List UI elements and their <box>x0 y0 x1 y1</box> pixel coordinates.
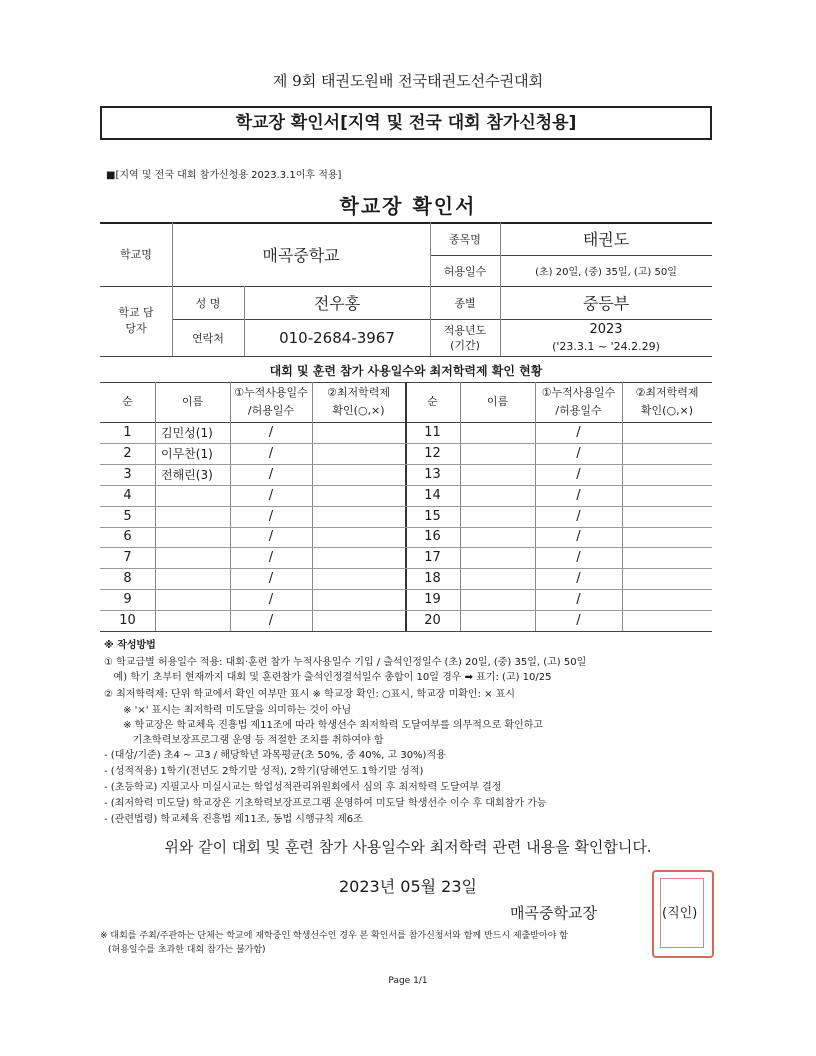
row-grade <box>622 443 712 464</box>
row-name <box>466 547 535 568</box>
row-number: 3 <box>123 466 132 482</box>
row-separator <box>100 610 405 611</box>
category-label: 종별 <box>454 296 476 310</box>
row-grade <box>312 422 405 443</box>
row-grade <box>312 443 405 464</box>
header-days-sub: /허용일수 <box>247 404 295 417</box>
row-days: / <box>268 487 274 503</box>
row-name: 전해린(3) <box>161 467 213 482</box>
row-number: 4 <box>123 487 132 503</box>
document-banner: 학교장 확인서[지역 및 전국 대회 참가신청용] <box>100 106 712 140</box>
row-name <box>161 610 230 631</box>
row-days: / <box>576 571 581 587</box>
row-number: 7 <box>123 550 132 566</box>
row-days: / <box>268 445 274 461</box>
allowed-days-value: (초) 20일, (중) 35일, (고) 50일 <box>535 267 677 278</box>
row-days: / <box>576 613 581 629</box>
row-grade <box>622 485 712 506</box>
row-name: 이무찬(1) <box>161 446 213 461</box>
row-grade <box>312 547 405 568</box>
header-grade: ②최저학력제 <box>327 386 390 399</box>
footer-note-sub: (허용일수를 초과한 대회 참가는 불가함) <box>108 945 266 955</box>
row-separator <box>405 506 712 507</box>
row-number: 19 <box>424 592 441 608</box>
instruction-line: ※ 학교장은 학교체육 진흥법 제11조에 따라 학생선수 최저학력 도달여부를 의무적으로 확인하고 <box>104 720 544 731</box>
instruction-line: ※ '×' 표시는 최저학력 미도달을 의미하는 것이 아님 <box>104 705 352 716</box>
instruction-line: 기초학력보장프로그램 운영 등 적절한 조치를 취하여야 함 <box>104 735 384 746</box>
row-days: / <box>576 508 581 524</box>
row-grade <box>312 589 405 610</box>
row-days: / <box>268 550 274 566</box>
category-value: 중등부 <box>582 294 630 313</box>
row-grade <box>312 506 405 527</box>
row-grade <box>622 610 712 631</box>
row-separator <box>100 568 405 569</box>
row-separator <box>405 589 712 590</box>
header-no: 순 <box>427 395 438 408</box>
row-number: 16 <box>424 529 441 545</box>
row-days: / <box>576 424 581 440</box>
row-number: 11 <box>424 424 441 440</box>
principal-name: 매곡중학교장 <box>510 904 597 922</box>
row-grade <box>622 464 712 485</box>
period-value: ('23.3.1 ~ '24.2.29) <box>552 339 660 353</box>
row-grade <box>622 506 712 527</box>
row-days: / <box>576 466 581 482</box>
row-grade <box>622 547 712 568</box>
row-separator <box>100 485 405 486</box>
row-number: 14 <box>424 487 441 503</box>
row-grade <box>312 485 405 506</box>
section-title: 대회 및 훈련 참가 사용일수와 최저학력제 확인 현황 <box>269 363 543 378</box>
form-note: ■[지역 및 전국 대회 참가신청용 2023.3.1이후 적용] <box>106 170 342 181</box>
row-number: 6 <box>123 529 132 545</box>
row-name <box>466 485 535 506</box>
row-days: / <box>268 529 274 545</box>
event-title: 제 9회 태권도원배 전국태권도선수권대회 <box>272 72 544 90</box>
header-name: 이름 <box>181 395 204 408</box>
header-name: 이름 <box>486 395 509 408</box>
manager-label: 학교 담당자 <box>118 306 154 335</box>
row-days: / <box>576 592 581 608</box>
row-grade <box>622 422 712 443</box>
row-name <box>161 589 230 610</box>
issue-date: 2023년 05월 23일 <box>339 877 477 896</box>
row-separator <box>100 547 405 548</box>
row-name <box>466 568 535 589</box>
instruction-line: - (성적적용) 1학기(전년도 2학기말 성적), 2학기(당해연도 1학기말 성적) <box>104 766 424 777</box>
instruction-line: - (대상/기준) 초4 ~ 고3 / 해당학년 과목평균(초 50%, 중 40%, 고 30%)적용 <box>104 750 446 761</box>
instruction-line: 예) 학기 초부터 현재까지 대회 및 훈련참가 출석인정결석일수 총합이 10일 경우 ➡ 표기: (고) 10/25 <box>104 672 552 683</box>
row-number: 18 <box>424 571 441 587</box>
row-days: / <box>576 550 581 566</box>
year-value: 2023 <box>589 321 623 337</box>
row-name <box>161 506 230 527</box>
row-number: 17 <box>424 550 441 566</box>
row-grade <box>312 527 405 548</box>
row-name <box>466 422 535 443</box>
row-separator <box>100 443 405 444</box>
row-number: 13 <box>424 466 441 482</box>
row-days: / <box>576 487 581 503</box>
row-name <box>466 589 535 610</box>
row-name <box>466 610 535 631</box>
row-number: 9 <box>123 592 132 608</box>
school-label: 학교명 <box>120 248 152 261</box>
row-grade <box>312 568 405 589</box>
row-grade <box>312 464 405 485</box>
instruction-line: - (관련법령) 학교체육 진흥법 제11조, 동법 시행규칙 제6조 <box>104 814 363 825</box>
row-name <box>161 527 230 548</box>
row-number: 10 <box>119 613 136 629</box>
row-name <box>466 443 535 464</box>
row-days: / <box>268 424 274 440</box>
sport-label: 종목명 <box>449 232 481 246</box>
row-days: / <box>576 529 581 545</box>
seal-label: (직인) <box>662 906 698 921</box>
row-number: 2 <box>123 445 132 461</box>
row-separator <box>405 464 712 465</box>
row-days: / <box>268 592 274 608</box>
row-separator <box>405 547 712 548</box>
row-days: / <box>268 613 274 629</box>
instruction-line: - (최저학력 미도달) 학교장은 기초학력보장프로그램 운영하여 미도달 학생선수 이수 후 대회참가 가능 <box>104 798 547 809</box>
page-number: Page 1/1 <box>388 976 428 986</box>
header-grade: ②최저학력제 <box>635 386 699 399</box>
row-separator <box>405 485 712 486</box>
contact-value: 010-2684-3967 <box>279 328 395 347</box>
row-grade <box>622 527 712 548</box>
row-days: / <box>268 466 274 482</box>
row-separator <box>405 610 712 611</box>
row-name <box>466 464 535 485</box>
row-number: 8 <box>123 571 132 587</box>
row-separator <box>100 589 405 590</box>
row-name <box>161 547 230 568</box>
allowed-days-label: 허용일수 <box>443 264 487 278</box>
form-title: 학교장 확인서 <box>339 194 477 218</box>
row-separator <box>100 464 405 465</box>
instruction-line: ② 최저학력제: 단위 학교에서 확인 여부만 표시 ※ 학교장 확인: ○표시, 학교장 미확인: × 표시 <box>104 689 516 700</box>
header-grade-sub: 확인(○,×) <box>332 404 385 417</box>
instruction-line: ※ 작성방법 <box>104 640 156 651</box>
contact-label: 연락처 <box>192 331 224 345</box>
row-grade <box>622 568 712 589</box>
instruction-line: - (초등학교) 지필고사 미실시교는 학업성적관리위원회에서 심의 후 최저학력 도달여부 결정 <box>104 782 502 793</box>
name-label: 성 명 <box>195 296 221 310</box>
row-number: 15 <box>424 508 441 524</box>
row-number: 20 <box>424 613 441 629</box>
info-bottom-border <box>100 356 712 357</box>
school-value: 매곡중학교 <box>262 245 340 265</box>
header-grade-sub: 확인(○,×) <box>640 404 694 417</box>
row-separator <box>100 506 405 507</box>
name-value: 전우홍 <box>313 294 361 313</box>
row-grade <box>312 610 405 631</box>
row-name <box>466 506 535 527</box>
header-days: ①누적사용일수 <box>541 386 616 399</box>
row-separator <box>405 443 712 444</box>
table-bottom-border <box>100 631 712 632</box>
row-separator <box>405 568 712 569</box>
row-days: / <box>576 445 581 461</box>
row-number: 5 <box>123 508 132 524</box>
sport-value: 태권도 <box>582 230 630 249</box>
header-days-sub: /허용일수 <box>555 404 602 417</box>
row-name <box>466 527 535 548</box>
row-number: 1 <box>123 424 132 440</box>
row-name <box>161 485 230 506</box>
row-name: 김민성(1) <box>161 425 213 440</box>
confirmation-text: 위와 같이 대회 및 훈련 참가 사용일수와 최저학력 관련 내용을 확인합니다. <box>164 838 652 856</box>
header-no: 순 <box>122 395 133 408</box>
row-separator <box>100 527 405 528</box>
row-days: / <box>268 571 274 587</box>
row-number: 12 <box>424 445 441 461</box>
row-name <box>161 568 230 589</box>
year-label: 적용년도 (기간) <box>443 323 487 352</box>
row-grade <box>622 589 712 610</box>
instruction-line: ① 학교급별 허용일수 적용: 대회·훈련 참가 누적사용일수 기입 / 출석인정일수 (초) 20일, (중) 35일, (고) 50일 <box>104 657 587 668</box>
row-separator <box>405 527 712 528</box>
footer-note: ※ 대회를 주최/주관하는 단체는 학교에 재학중인 학생선수인 경우 본 확인서를 참가신청서와 함께 반드시 제출받아야 함 <box>100 931 568 941</box>
row-days: / <box>268 508 274 524</box>
header-days: ①누적사용일수 <box>234 386 308 399</box>
